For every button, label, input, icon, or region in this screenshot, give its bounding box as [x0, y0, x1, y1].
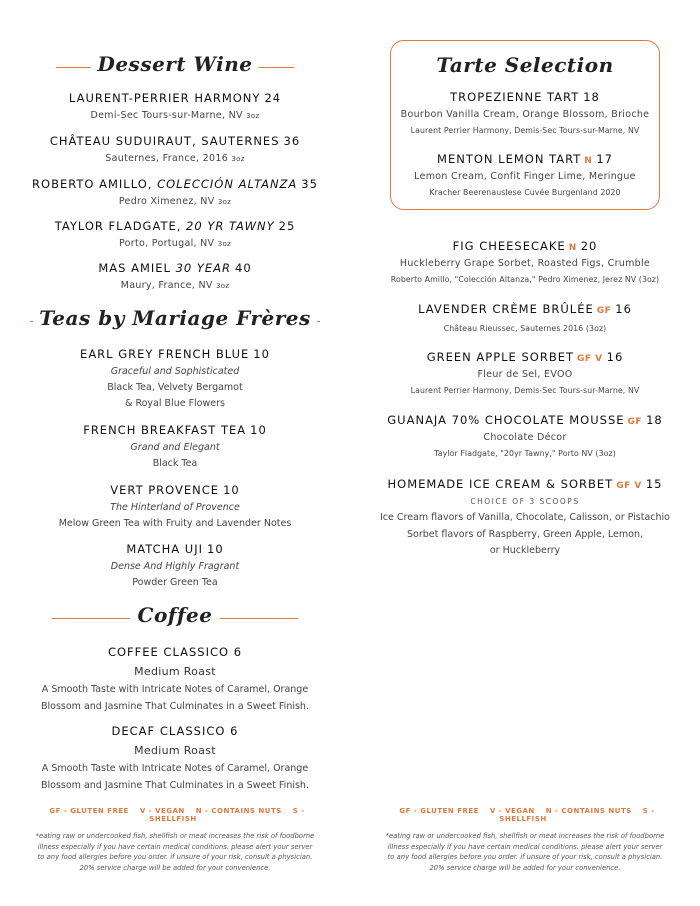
item-name: EARL GREY FRENCH BLUE [80, 347, 250, 361]
tea-item [20, 483, 330, 529]
item-size: 3oz [231, 155, 245, 163]
item-line: & Royal Blue Flowers [125, 397, 225, 409]
section-title: Coffee [132, 603, 219, 627]
item-line: Melow Green Tea with Fruity and Lavender Notes [58, 518, 292, 529]
tarte-header [376, 53, 674, 83]
item-name: VERT PROVENCE [110, 483, 220, 497]
wine-item [20, 177, 330, 207]
item-line: Powder Green Tea [132, 577, 218, 588]
item-pairing: Château Rieussec, Sauternes 2016 (3oz) [443, 324, 607, 333]
tarte-item [376, 152, 674, 197]
dessert-item [376, 413, 674, 458]
item-tagline: Graceful and Sophisticated [110, 366, 240, 377]
legend-n: N - CONTAINS NUTS [545, 807, 632, 815]
disclaimer-line: illness especially if you have certain medical conditions. please alert your server [37, 842, 313, 851]
legend-s: S - SHELLFISH [499, 807, 655, 823]
legend-v: V - VEGAN [489, 807, 535, 815]
item-name: FRENCH BREAKFAST TEA [83, 423, 247, 437]
disclaimer [376, 831, 674, 873]
item-name: MATCHA UJI [126, 542, 203, 556]
item-pairing: Laurent Perrier Harmony, Demis-Sec Tours-sur-Marne, NV [410, 386, 640, 395]
dessert-item [372, 239, 678, 284]
wine-item [20, 261, 330, 291]
item-name: TROPEZIENNE TART [450, 90, 580, 104]
item-sub: Pedro Ximenez, NV [118, 196, 215, 207]
item-sub: Lemon Cream, Confit Finger Lime, Meringue [414, 171, 636, 182]
item-line: Blossom and Jasmine That Culminates in a Sweet Finish. [41, 700, 309, 712]
disclaimer-line: *eating raw or undercooked fish, shellfish or meat increases the risk of foodborne [35, 832, 315, 840]
wine-item [20, 91, 330, 121]
ice-cream-item [370, 477, 680, 556]
item-price: 40 [235, 261, 252, 275]
item-sub: Porto, Portugal, NV [118, 238, 215, 249]
tea-item [20, 542, 330, 588]
item-sub: Fleur de Sel, EVOO [477, 369, 573, 380]
item-price: 6 [230, 724, 239, 738]
item-sub: Huckleberry Grape Sorbet, Roasted Figs, Crumble [399, 258, 651, 269]
item-line: Sorbet flavors of Raspberry, Green Apple, Lemon, [407, 528, 643, 540]
item-price: 10 [250, 423, 267, 437]
wine-item [20, 219, 330, 249]
disclaimer-line: 20% service charge will be added for your convenience. [79, 863, 271, 872]
item-line: or Huckleberry [489, 545, 561, 556]
diet-tag: N [568, 243, 577, 253]
item-price: 18 [646, 413, 663, 427]
item-price: 16 [615, 302, 632, 316]
item-line: A Smooth Taste with Intricate Notes of Caramel, Orange [41, 763, 309, 774]
item-price: 10 [223, 483, 240, 497]
disclaimer-line: *eating raw or undercooked fish, shellfish or meat increases the risk of foodborne [385, 832, 665, 840]
item-pairing: Roberto Amillo, "Colección Altanza," Pedro Ximenez, Jerez NV (3oz) [390, 275, 660, 284]
item-name-italic: 20 YR TAWNY [186, 219, 275, 233]
dessert-item [376, 302, 674, 333]
tea-item [20, 347, 330, 408]
legend-n: N - CONTAINS NUTS [195, 807, 282, 815]
item-name: TAYLOR FLADGATE, [54, 219, 182, 233]
item-line: Black Tea, Velvety Bergamot [107, 382, 243, 393]
item-name: MENTON LEMON TART [437, 152, 582, 166]
legend-s: S - SHELLFISH [149, 807, 305, 823]
item-name-italic: 30 YEAR [175, 261, 232, 275]
item-price: 10 [253, 347, 270, 361]
disclaimer [20, 831, 330, 873]
disclaimer-line: to any food allergies before you order. if unsure of your risk, consult a physician. [37, 853, 313, 862]
section-title: Teas by Mariage Frères [33, 306, 317, 330]
item-name: LAURENT-PERRIER HARMONY [68, 91, 261, 105]
coffee-item [20, 645, 330, 711]
item-name: GUANAJA 70% CHOCOLATE MOUSSE [387, 413, 625, 427]
item-price: 25 [278, 219, 296, 233]
diet-tag: GF V [616, 481, 642, 491]
item-choice: CHOICE OF 3 SCOOPS [470, 497, 580, 506]
disclaimer-line: illness especially if you have certain medical conditions. please alert your server [387, 842, 663, 851]
section-title: Dessert Wine [91, 52, 258, 76]
item-price: 18 [583, 90, 600, 104]
footer-legend [20, 807, 330, 873]
item-price: 10 [207, 542, 224, 556]
diet-tag: GF V [577, 354, 603, 364]
item-pairing: Laurent Perrier Harmony, Demis-Sec Tours-sur-Marne, NV [410, 126, 640, 135]
diet-tag: GF [596, 306, 612, 316]
item-sub: Maury, France, NV [120, 280, 213, 291]
item-sub: Sauternes, France, 2016 [105, 153, 229, 164]
item-tagline: The Hinterland of Provence [110, 502, 240, 513]
item-price: 35 [301, 177, 318, 191]
legend-v: V - VEGAN [139, 807, 185, 815]
footer-legend [376, 807, 674, 873]
item-line: Ice Cream flavors of Vanilla, Chocolate, Calisson, or Pistachio [379, 512, 670, 523]
item-sub: Demi-Sec Tours-sur-Marne, NV [90, 110, 243, 121]
disclaimer-line: 20% service charge will be added for your convenience. [429, 863, 621, 872]
dessert-wine-header [20, 52, 330, 82]
item-name: DECAF CLASSICO [111, 724, 226, 738]
item-sub: Bourbon Vanilla Cream, Orange Blossom, Brioche [400, 109, 650, 120]
item-size: 3oz [246, 112, 260, 120]
item-price: 6 [233, 645, 243, 659]
tea-item [20, 423, 330, 469]
legend-gf: GF - GLUTEN FREE [399, 807, 479, 815]
wine-item [20, 134, 330, 164]
item-price: 36 [283, 134, 301, 148]
diet-tag: GF [627, 417, 643, 427]
item-line: A Smooth Taste with Intricate Notes of Caramel, Orange [41, 684, 309, 695]
item-name: FIG CHEESECAKE [452, 239, 566, 253]
item-line: Black Tea [152, 458, 198, 469]
diet-tag: N [584, 156, 593, 166]
legend-gf: GF - GLUTEN FREE [49, 807, 129, 815]
item-tagline: Dense And Highly Fragrant [110, 561, 240, 572]
item-pairing: Taylor Fladgate, "20yr Tawny," Porto NV (3oz) [434, 449, 616, 458]
item-line: Blossom and Jasmine That Culminates in a Sweet Finish. [41, 779, 309, 791]
item-name: LAVENDER CRÈME BRÛLÉE [418, 302, 594, 316]
item-sub: Chocolate Décor [483, 432, 567, 443]
coffee-header [20, 603, 330, 633]
item-price: 20 [580, 239, 598, 253]
item-name: GREEN APPLE SORBET [426, 350, 574, 364]
section-title: Tarte Selection [430, 53, 619, 77]
item-tagline: Grand and Elegant [130, 442, 220, 453]
tarte-item [376, 90, 674, 135]
item-price: 17 [596, 152, 613, 166]
item-price: 15 [645, 477, 663, 491]
item-name: ROBERTO AMILLO, [32, 177, 153, 191]
item-roast: Medium Roast [134, 665, 216, 678]
coffee-item [20, 724, 330, 790]
item-name: MAS AMIEL [98, 261, 171, 275]
item-size: 3oz [217, 198, 232, 206]
item-pairing: Kracher Beerenauslese Cuvée Burgenland 2020 [429, 188, 621, 197]
item-price: 24 [264, 91, 282, 105]
item-name: HOMEMADE ICE CREAM & SORBET [387, 477, 614, 491]
item-price: 16 [606, 350, 624, 364]
item-name: COFFEE CLASSICO [107, 645, 230, 659]
dessert-item [376, 350, 674, 395]
item-size: 3oz [217, 240, 231, 248]
disclaimer-line: to any food allergies before you order. if unsure of your risk, consult a physician. [387, 853, 663, 862]
item-size: 3oz [215, 282, 230, 290]
item-name-italic: COLECCIÓN ALTANZA [157, 177, 298, 191]
item-name: CHÂTEAU SUDUIRAUT, SAUTERNES [49, 134, 280, 148]
teas-header [20, 306, 330, 336]
item-roast: Medium Roast [134, 744, 216, 757]
